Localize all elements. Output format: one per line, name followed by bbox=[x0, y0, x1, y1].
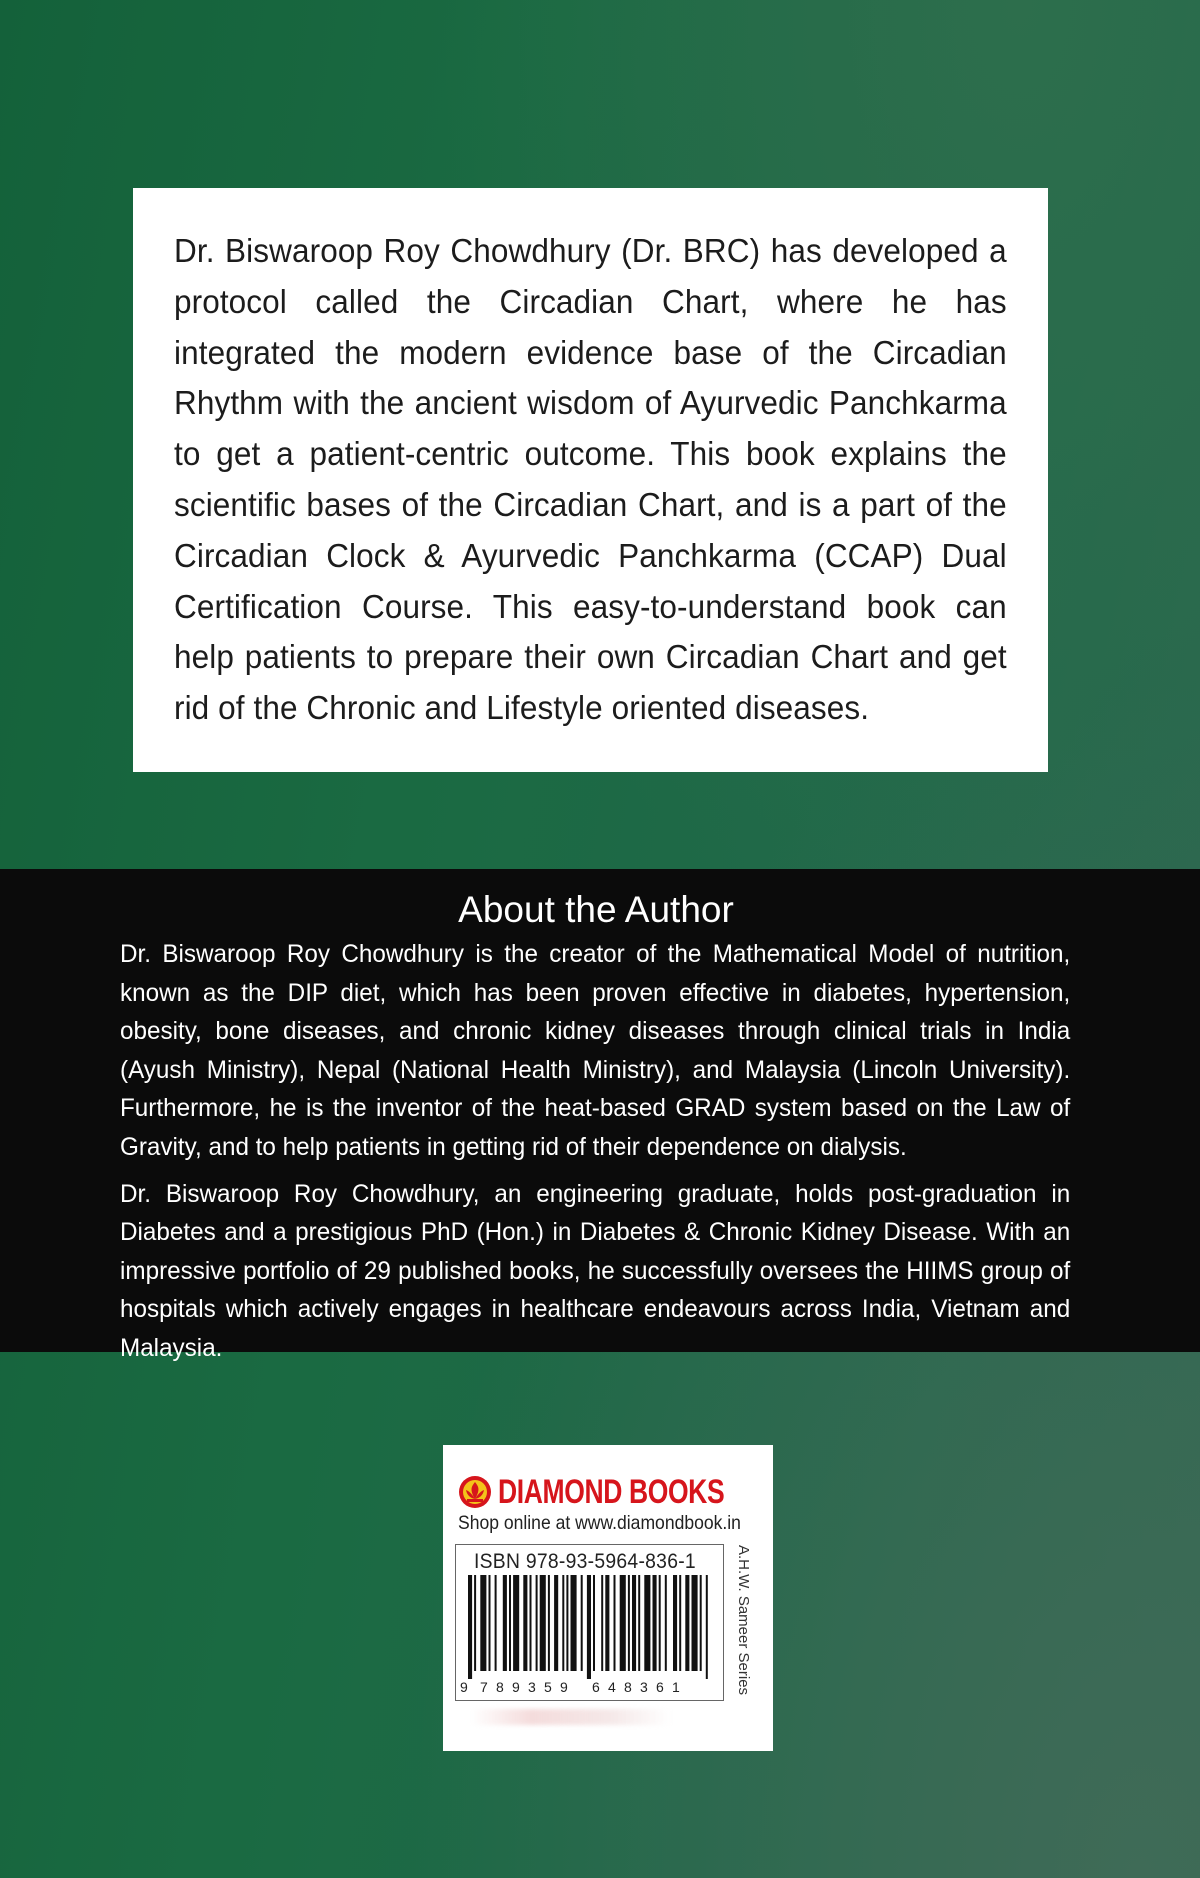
series-name: A.H.W. Sameer Series bbox=[735, 1545, 752, 1696]
author-bio-paragraph-2: Dr. Biswaroop Roy Chowdhury, an engineering graduate, holds post-graduation in Diabetes and a prestigious PhD (Hon.) in Diabetes & Chronic Kidney Disease. With an impressive portfolio of 29 published books, he successfully oversees the HIIMS group of hospitals which actively engages in healthcare endeavours across India, Vietnam and Malaysia. bbox=[120, 1179, 1071, 1362]
print-smudge bbox=[471, 1709, 671, 1725]
barcode-bar bbox=[513, 1575, 519, 1671]
barcode-bar bbox=[605, 1575, 609, 1671]
barcode-bar bbox=[644, 1575, 650, 1671]
barcode-digit: 4 bbox=[608, 1679, 616, 1695]
barcode-bar bbox=[495, 1575, 497, 1671]
barcode-bar bbox=[587, 1575, 591, 1679]
barcode-bar bbox=[548, 1575, 550, 1671]
diamond-books-logo-icon bbox=[458, 1475, 492, 1509]
publisher-name: DIAMOND BOOKS bbox=[498, 1472, 725, 1511]
barcode-bar bbox=[566, 1575, 568, 1671]
barcode-bar bbox=[614, 1575, 616, 1671]
barcode-digit: 7 bbox=[480, 1679, 488, 1695]
barcode-bar bbox=[692, 1575, 698, 1671]
barcode-bar bbox=[562, 1575, 564, 1671]
barcode-bar bbox=[685, 1575, 689, 1671]
barcode-bar bbox=[571, 1575, 577, 1671]
barcode-bar bbox=[474, 1575, 476, 1671]
barcode-bar bbox=[554, 1575, 558, 1671]
barcode-digit: 6 bbox=[592, 1679, 600, 1695]
blurb-box bbox=[133, 188, 1048, 772]
isbn-number: ISBN 978-93-5964-836-1 bbox=[474, 1550, 696, 1573]
barcode-bar bbox=[679, 1575, 681, 1671]
barcode-bar bbox=[700, 1575, 702, 1671]
barcode-bar bbox=[581, 1575, 583, 1671]
barcode-bar bbox=[706, 1575, 708, 1679]
about-author-section bbox=[0, 869, 1200, 1362]
barcode-bar bbox=[659, 1575, 661, 1671]
blurb-text: Dr. Biswaroop Roy Chowdhury (Dr. BRC) has developed a protocol called the Circadian Chart, where he has integrated the modern evidence base of the Circadian Rhythm with the ancient wisdom of Ayurvedic Panchkarma to get a patient-centric outcome. This book explains the scientific bases of the Circadian Chart, and is a part of the Circadian Clock & Ayurvedic Panchkarma (CCAP) Dual Certification Course. This easy-to-understand book can help patients to prepare their own Circadian Chart and get rid of the Chronic and Lifestyle oriented diseases. bbox=[174, 232, 1007, 727]
barcode-bar bbox=[620, 1575, 626, 1671]
barcode-bar bbox=[628, 1575, 630, 1671]
publisher-logo-row bbox=[458, 1472, 788, 1512]
barcode-bars bbox=[464, 1575, 716, 1679]
barcode-bar bbox=[673, 1575, 677, 1671]
barcode-digit: 1 bbox=[672, 1679, 680, 1695]
barcode-digit: 9 bbox=[560, 1679, 568, 1695]
barcode-bar bbox=[523, 1575, 527, 1671]
barcode-digit: 3 bbox=[528, 1679, 536, 1695]
barcode-bar bbox=[632, 1575, 636, 1671]
barcode-bar bbox=[536, 1575, 538, 1671]
about-author-heading: About the Author bbox=[458, 889, 734, 930]
barcode-bar bbox=[530, 1575, 532, 1671]
author-bio-paragraph-1: Dr. Biswaroop Roy Chowdhury is the creator of the Mathematical Model of nutrition, known as the DIP diet, which has been proven effective in diabetes, hypertension, obesity, bone diseases, and chronic kidney diseases through clinical trials in India (Ayush Ministry), Nepal (National Health Ministry), and Malaysia (Lincoln University). Furthermore, he is the inventor of the heat-based GRAD system based on the Law of Gravity, and to help patients in getting rid of their dependence on dialysis. bbox=[120, 940, 1071, 1161]
barcode-bar bbox=[638, 1575, 640, 1671]
barcode-digit: 9 bbox=[512, 1679, 520, 1695]
barcode-bar bbox=[480, 1575, 486, 1671]
barcode-digit: 6 bbox=[656, 1679, 664, 1695]
barcode-digit: 3 bbox=[640, 1679, 648, 1695]
barcode-bar bbox=[601, 1575, 603, 1671]
isbn-barcode bbox=[455, 1544, 724, 1701]
barcode-bar bbox=[665, 1575, 667, 1671]
barcode-digit: 9 bbox=[460, 1679, 468, 1695]
barcode-bar bbox=[509, 1575, 511, 1671]
barcode-digit: 8 bbox=[496, 1679, 504, 1695]
barcode-panel bbox=[443, 1445, 773, 1751]
barcode-bar bbox=[540, 1575, 546, 1671]
barcode-digit: 8 bbox=[624, 1679, 632, 1695]
barcode-bar bbox=[593, 1575, 595, 1671]
barcode-bar bbox=[653, 1575, 657, 1671]
barcode-bar bbox=[468, 1575, 472, 1679]
barcode-bar bbox=[503, 1575, 507, 1671]
barcode-digit: 5 bbox=[544, 1679, 552, 1695]
barcode-bar bbox=[489, 1575, 491, 1671]
shop-online-text: Shop online at www.diamondbook.in bbox=[458, 1512, 741, 1534]
